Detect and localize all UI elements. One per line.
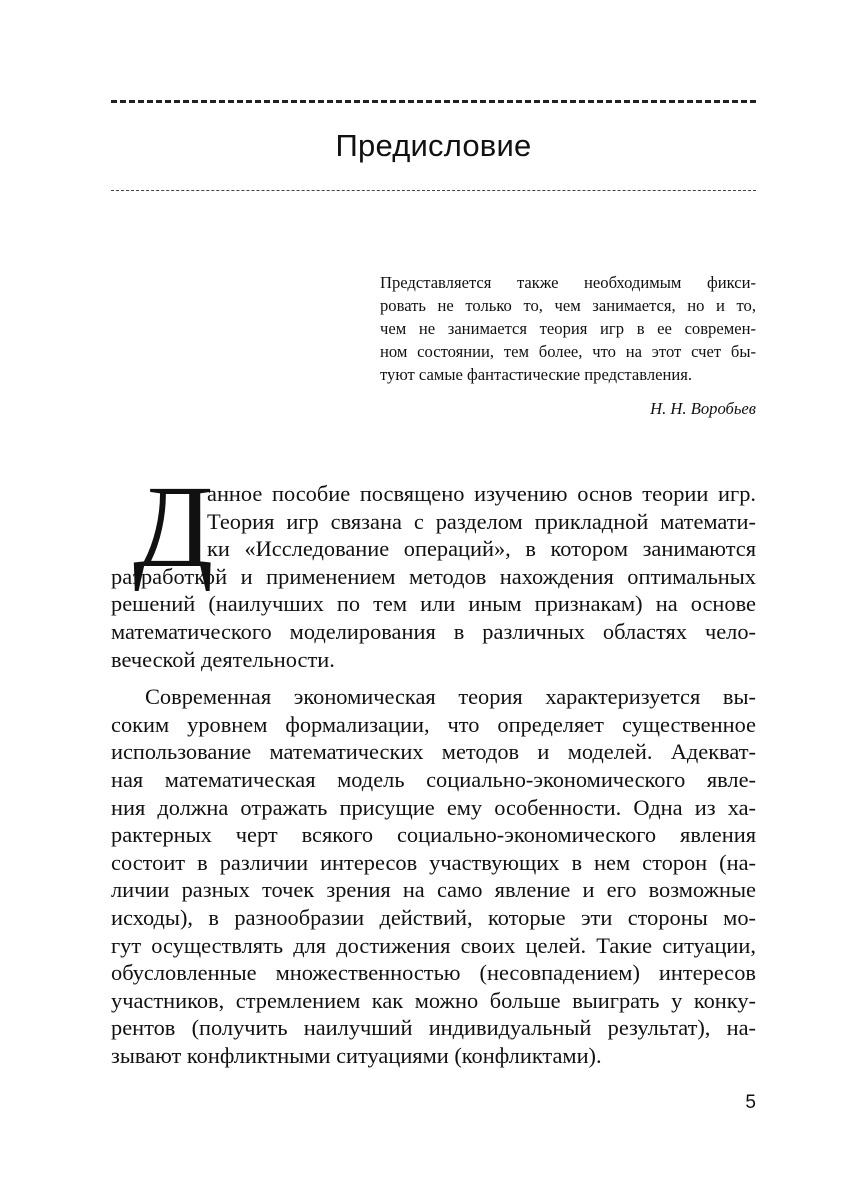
body-line: ки «Исследование операций», в котором занимаются bbox=[207, 536, 756, 562]
body-line: гут осуществлять для достижения своих целей. Такие ситуации, bbox=[111, 932, 756, 958]
paragraph-2 bbox=[111, 683, 756, 1069]
body-line: состоит в различии интересов участвующих в нем сторон (на- bbox=[111, 849, 756, 875]
body-line: рактерных черт всякого социально-экономического явления bbox=[111, 822, 756, 848]
body-line: рентов (получить наилучший индивидуальный результат), на- bbox=[111, 1015, 756, 1041]
body-line: обусловленные множественностью (несовпадением) интересов bbox=[111, 960, 756, 986]
page-number: 5 bbox=[745, 1092, 756, 1113]
page-title: Предисловие bbox=[335, 128, 532, 163]
body-line: математического моделирования в различных областях чело- bbox=[111, 618, 756, 644]
epigraph-line: Представляется также необходимым фикси- bbox=[380, 273, 756, 292]
body-line: соким уровнем формализации, что определяет существенное bbox=[111, 711, 756, 737]
epigraph-line: туют самые фантастические представления. bbox=[380, 365, 693, 384]
body-line: решений (наилучших по тем или иным признакам) на основе bbox=[111, 591, 756, 617]
epigraph-line: ном состоянии, тем более, что на этот счет бы- bbox=[380, 342, 756, 361]
epigraph-line: ровать не только то, чем занимается, но и то, bbox=[380, 296, 756, 315]
body-line: разработкой и применением методов нахождения оптимальных bbox=[111, 563, 756, 589]
body-line: исходы), в разнообразии действий, которые эти стороны мо- bbox=[111, 904, 756, 930]
body-line: веческой деятельности. bbox=[111, 646, 335, 672]
body-line: личии разных точек зрения на само явление и его возможные bbox=[111, 877, 756, 903]
body-line: зывают конфликтными ситуациями (конфликтами). bbox=[111, 1042, 602, 1068]
top-dashed-rule bbox=[111, 100, 756, 103]
body-line: Теория игр связана с разделом прикладной математи- bbox=[207, 508, 756, 534]
epigraph-line: чем не занимается теория игр в ее современ- bbox=[380, 319, 756, 338]
paragraph-1 bbox=[111, 480, 756, 673]
body-line: анное пособие посвящено изучению основ теории игр. bbox=[207, 481, 756, 506]
epigraph bbox=[380, 271, 756, 386]
body-line: Современная экономическая теория характеризуется вы- bbox=[145, 684, 756, 710]
body-text bbox=[111, 480, 756, 1069]
drop-cap: Д bbox=[133, 461, 214, 592]
bottom-dashed-rule bbox=[111, 190, 756, 191]
body-line: ния должна отражать присущие ему особенности. Одна из ха- bbox=[111, 794, 756, 820]
body-line: ная математическая модель социально-экономического явле- bbox=[111, 766, 756, 792]
body-line: использование математических методов и моделей. Адекват- bbox=[111, 739, 756, 765]
epigraph-author: Н. Н. Воробьев bbox=[650, 399, 756, 418]
body-line: участников, стремлением как можно больше выиграть у конку- bbox=[111, 987, 756, 1013]
